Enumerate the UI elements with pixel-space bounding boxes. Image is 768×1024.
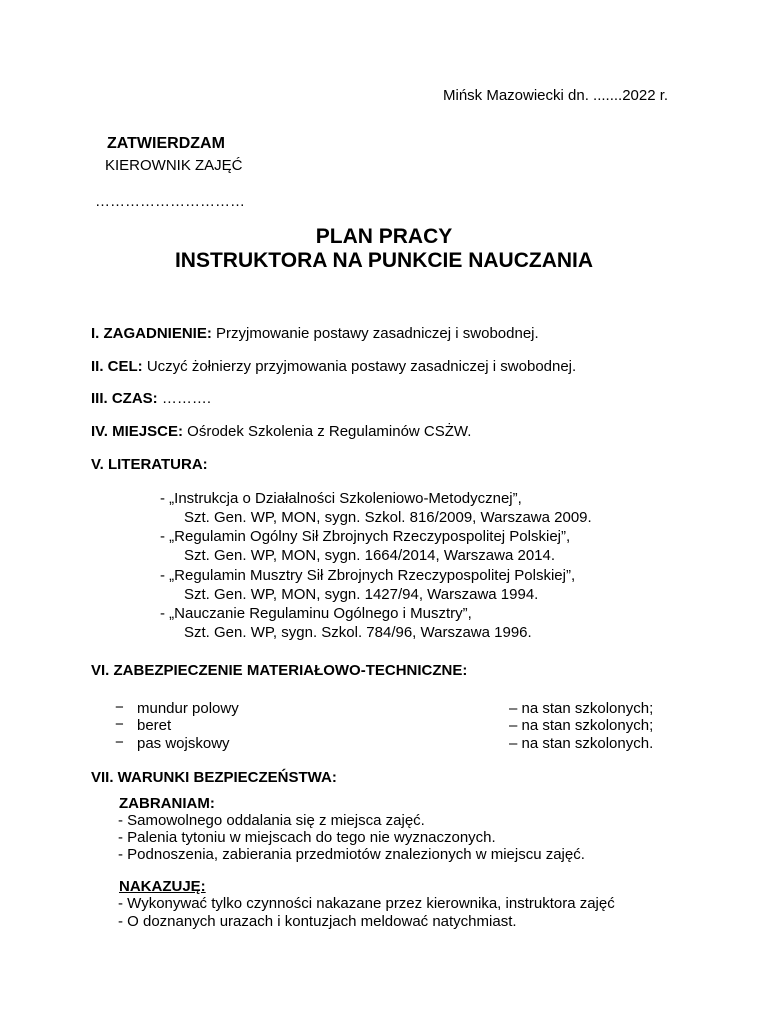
section-value: Przyjmowanie postawy zasadniczej i swobodnej.	[211, 325, 539, 342]
literature-item-title: - „Regulamin Musztry Sił Zbrojnych Rzeczypospolitej Polskiej”,	[160, 567, 576, 584]
equipment-item: beret	[137, 717, 172, 734]
zabraniam-label: ZABRANIAM:	[119, 795, 215, 812]
literature-item-ref: Szt. Gen. WP, MON, sygn. 1427/94, Warszawa 1994.	[184, 586, 539, 603]
section-miejsce	[91, 422, 471, 441]
signature-line: …………………………	[95, 193, 245, 210]
section-zabezpieczenie-label: VI. ZABEZPIECZENIE MATERIAŁOWO-TECHNICZNE:	[91, 662, 468, 679]
section-zagadnienie	[91, 324, 539, 343]
section-cel	[91, 357, 576, 376]
prohibition-item: - Samowolnego oddalania się z miejsca zajęć.	[118, 812, 425, 829]
section-warunki-label: VII. WARUNKI BEZPIECZEŃSTWA:	[91, 769, 337, 786]
equipment-note: – na stan szkolonych;	[509, 700, 654, 717]
bullet-icon: −	[115, 716, 124, 733]
section-value: Uczyć żołnierzy przyjmowania postawy zasadniczej i swobodnej.	[142, 358, 577, 375]
literature-item-ref: Szt. Gen. WP, MON, sygn. 1664/2014, Warszawa 2014.	[184, 547, 556, 564]
equipment-note: – na stan szkolonych.	[509, 735, 654, 752]
equipment-item: pas wojskowy	[137, 735, 230, 752]
approval-label: ZATWIERDZAM	[107, 135, 225, 152]
section-label: II. CEL:	[91, 358, 143, 375]
place-date: Mińsk Mazowiecki dn. .......2022 r.	[443, 87, 669, 104]
literature-item-ref: Szt. Gen. WP, MON, sygn. Szkol. 816/2009, Warszawa 2009.	[184, 509, 592, 526]
prohibition-item: - Podnoszenia, zabierania przedmiotów znalezionych w miejscu zajęć.	[118, 846, 585, 863]
order-item: - Wykonywać tylko czynności nakazane przez kierownika, instruktora zajęć	[118, 895, 615, 912]
equipment-note: – na stan szkolonych;	[509, 717, 654, 734]
equipment-item: mundur polowy	[137, 700, 239, 717]
section-label: IV. MIEJSCE:	[91, 423, 183, 440]
literature-item-title: - „Regulamin Ogólny Sił Zbrojnych Rzeczypospolitej Polskiej”,	[160, 528, 571, 545]
nakazuje-label: NAKAZUJĘ:	[119, 878, 206, 895]
section-label: III. CZAS:	[91, 390, 158, 407]
section-literatura-label: V. LITERATURA:	[91, 456, 208, 473]
page-subtitle: INSTRUKTORA NA PUNKCIE NAUCZANIA	[174, 249, 594, 272]
section-value: ……….	[157, 390, 212, 407]
bullet-icon: −	[115, 734, 124, 751]
approval-role: KIEROWNIK ZAJĘĆ	[105, 157, 243, 174]
page-title: PLAN PRACY	[315, 225, 453, 248]
order-item: - O doznanych urazach i kontuzjach meldować natychmiast.	[118, 913, 517, 930]
section-czas	[91, 389, 211, 408]
bullet-icon: −	[115, 699, 124, 716]
section-value: Ośrodek Szkolenia z Regulaminów CSŻW.	[182, 423, 472, 440]
prohibition-item: - Palenia tytoniu w miejscach do tego nie wyznaczonych.	[118, 829, 496, 846]
literature-item-ref: Szt. Gen. WP, sygn. Szkol. 784/96, Warszawa 1996.	[184, 624, 532, 641]
literature-item-title: - „Instrukcja o Działalności Szkoleniowo-Metodycznej”,	[160, 490, 522, 507]
section-label: I. ZAGADNIENIE:	[91, 325, 212, 342]
literature-item-title: - „Nauczanie Regulaminu Ogólnego i Musztry”,	[160, 605, 472, 622]
